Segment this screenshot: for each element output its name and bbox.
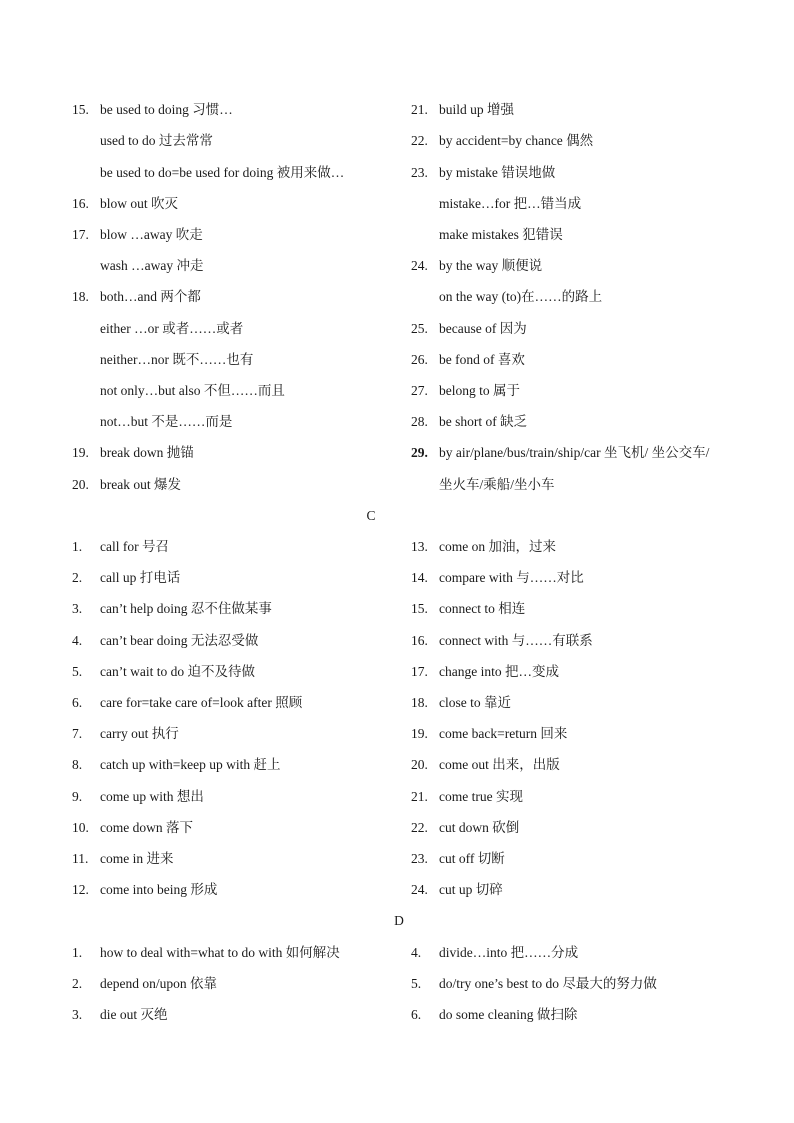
item-number: 9. (72, 789, 83, 804)
phrase-entry: die out 灭绝 (100, 1007, 168, 1022)
item-number: 15. (411, 601, 428, 616)
phrase-entry: call for 号召 (100, 539, 169, 554)
phrase-entry: do/try one’s best to do 尽最大的努力做 (439, 976, 657, 991)
item-number: 22. (411, 133, 428, 148)
phrase-entry: come out 出来，出版 (439, 757, 560, 772)
phrase-entry: wash …away 冲走 (100, 258, 204, 273)
phrase-entry: compare with 与……对比 (439, 570, 584, 585)
phrase-entry: by the way 顺便说 (439, 258, 543, 273)
phrase-row (0, 691, 794, 715)
phrase-row (0, 161, 794, 185)
phrase-row (0, 785, 794, 809)
phrase-entry: come back=return 回来 (439, 726, 568, 741)
item-number: 6. (411, 1007, 422, 1022)
item-number: 4. (411, 945, 422, 960)
phrase-entry: come in 进来 (100, 851, 174, 866)
item-number: 18. (72, 289, 89, 304)
phrase-row (0, 348, 794, 372)
item-number: 17. (72, 227, 89, 242)
phrase-entry: be fond of 喜欢 (439, 352, 525, 367)
item-number: 21. (411, 102, 428, 117)
item-number: 23. (411, 165, 428, 180)
item-number: 29. (411, 445, 428, 460)
phrase-entry: come up with 想出 (100, 789, 204, 804)
phrase-entry: call up 打电话 (100, 570, 181, 585)
item-number: 5. (411, 976, 422, 991)
item-number: 28. (411, 414, 428, 429)
item-number: 14. (411, 570, 428, 585)
item-number: 4. (72, 633, 83, 648)
item-number: 27. (411, 383, 428, 398)
phrase-entry: change into 把…变成 (439, 664, 559, 679)
phrase-entry: build up 增强 (439, 102, 515, 117)
phrase-row (0, 878, 794, 902)
phrase-row (0, 972, 794, 996)
phrase-row (0, 847, 794, 871)
item-number: 26. (411, 352, 428, 367)
phrase-entry: cut up 切碎 (439, 882, 503, 897)
item-number: 19. (411, 726, 428, 741)
phrase-row (0, 473, 794, 497)
phrase-row (0, 254, 794, 278)
phrase-row (0, 629, 794, 653)
phrase-entry: by accident=by chance 偶然 (439, 133, 594, 148)
phrase-row (0, 129, 794, 153)
phrase-entry: be short of 缺乏 (439, 414, 528, 429)
item-number: 15. (72, 102, 89, 117)
item-number: 25. (411, 321, 428, 336)
phrase-row (0, 410, 794, 434)
item-number: 11. (72, 851, 89, 866)
item-number: 3. (72, 1007, 83, 1022)
phrase-entry: cut off 切断 (439, 851, 505, 866)
phrase-entry: belong to 属于 (439, 383, 520, 398)
item-number: 6. (72, 695, 83, 710)
phrase-row (0, 441, 794, 465)
phrase-entry: divide…into 把……分成 (439, 945, 579, 960)
item-number: 19. (72, 445, 89, 460)
phrase-entry: 坐火车/乘船/坐小车 (439, 477, 555, 492)
phrase-row (0, 98, 794, 122)
phrase-row (0, 317, 794, 341)
phrase-row (0, 285, 794, 309)
item-number: 18. (411, 695, 428, 710)
item-number: 16. (411, 633, 428, 648)
phrase-row (0, 566, 794, 590)
item-number: 17. (411, 664, 428, 679)
phrase-entry: carry out 执行 (100, 726, 179, 741)
phrase-entry: used to do 过去常常 (100, 133, 213, 148)
phrase-entry: be used to do=be used for doing 被用来做… (100, 165, 345, 180)
item-number: 23. (411, 851, 428, 866)
phrase-entry: can’t wait to do 迫不及待做 (100, 664, 255, 679)
phrase-row (0, 753, 794, 777)
phrase-entry: connect to 相连 (439, 601, 526, 616)
phrase-row (0, 535, 794, 559)
phrase-entry: break down 抛锚 (100, 445, 194, 460)
phrase-entry: break out 爆发 (100, 477, 181, 492)
phrase-entry: by mistake 错误地做 (439, 165, 556, 180)
item-number: 13. (411, 539, 428, 554)
phrase-row (0, 379, 794, 403)
item-number: 2. (72, 976, 83, 991)
phrase-entry: not only…but also 不但……而且 (100, 383, 285, 398)
phrase-entry: care for=take care of=look after 照顾 (100, 695, 303, 710)
item-number: 8. (72, 757, 83, 772)
phrase-entry: connect with 与……有联系 (439, 633, 593, 648)
phrase-entry: can’t help doing 忍不住做某事 (100, 601, 272, 616)
item-number: 20. (72, 477, 89, 492)
phrase-entry: by air/plane/bus/train/ship/car 坐飞机/ 坐公交车/ (439, 445, 710, 460)
item-number: 16. (72, 196, 89, 211)
section-heading-c: C (366, 508, 376, 523)
phrase-entry: both…and 两个都 (100, 289, 201, 304)
phrase-entry: can’t bear doing 无法忍受做 (100, 633, 259, 648)
phrase-entry: blow out 吹灭 (100, 196, 179, 211)
item-number: 10. (72, 820, 89, 835)
phrase-entry: either …or 或者……或者 (100, 321, 244, 336)
phrase-entry: blow …away 吹走 (100, 227, 203, 242)
phrase-entry: cut down 砍倒 (439, 820, 520, 835)
phrase-entry: come true 实现 (439, 789, 523, 804)
phrase-row (0, 660, 794, 684)
phrase-entry: be used to doing 习惯… (100, 102, 233, 117)
phrase-entry: depend on/upon 依靠 (100, 976, 217, 991)
phrase-row (0, 192, 794, 216)
phrase-entry: make mistakes 犯错误 (439, 227, 563, 242)
item-number: 22. (411, 820, 428, 835)
item-number: 21. (411, 789, 428, 804)
phrase-row (0, 597, 794, 621)
item-number: 20. (411, 757, 428, 772)
item-number: 12. (72, 882, 89, 897)
phrase-entry: mistake…for 把…错当成 (439, 196, 582, 211)
phrase-entry: close to 靠近 (439, 695, 511, 710)
item-number: 5. (72, 664, 83, 679)
phrase-row (0, 816, 794, 840)
phrase-entry: how to deal with=what to do with 如何解决 (100, 945, 340, 960)
item-number: 24. (411, 258, 428, 273)
phrase-entry: come on 加油，过来 (439, 539, 556, 554)
phrase-entry: come down 落下 (100, 820, 193, 835)
phrase-row (0, 722, 794, 746)
item-number: 7. (72, 726, 83, 741)
item-number: 1. (72, 945, 83, 960)
phrase-entry: come into being 形成 (100, 882, 218, 897)
phrase-entry: do some cleaning 做扫除 (439, 1007, 578, 1022)
phrase-row (0, 223, 794, 247)
item-number: 3. (72, 601, 83, 616)
item-number: 1. (72, 539, 83, 554)
phrase-entry: not…but 不是……而是 (100, 414, 233, 429)
phrase-entry: catch up with=keep up with 赶上 (100, 757, 281, 772)
phrase-row (0, 1003, 794, 1027)
item-number: 24. (411, 882, 428, 897)
item-number: 2. (72, 570, 83, 585)
phrase-entry: on the way (to)在……的路上 (439, 289, 603, 304)
section-heading-d: D (394, 913, 404, 928)
phrase-row (0, 941, 794, 965)
phrase-entry: neither…nor 既不……也有 (100, 352, 254, 367)
phrase-entry: because of 因为 (439, 321, 527, 336)
